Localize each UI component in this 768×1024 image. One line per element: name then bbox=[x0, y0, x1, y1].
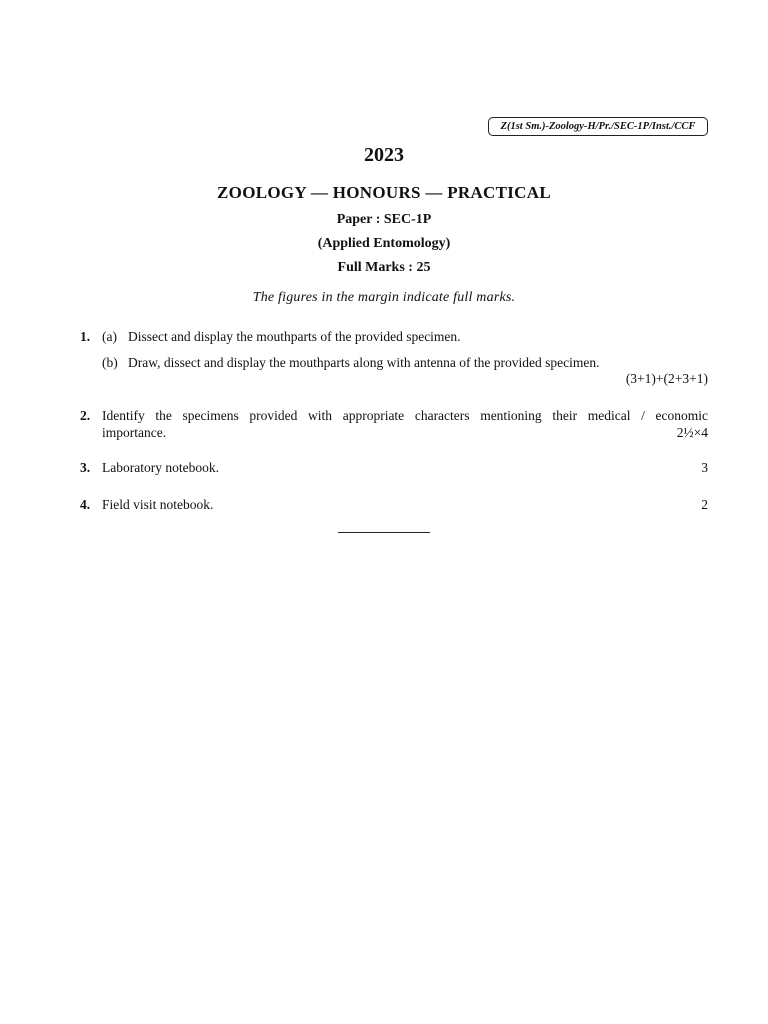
question-number: 2. bbox=[80, 408, 91, 423]
question-number: 3. bbox=[80, 460, 91, 475]
full-marks: Full Marks : 25 bbox=[337, 260, 431, 275]
marks-instruction: The figures in the margin indicate full marks. bbox=[252, 290, 516, 305]
question-text: Laboratory notebook. bbox=[102, 460, 219, 475]
end-divider bbox=[338, 532, 430, 533]
question-marks: 2 bbox=[701, 497, 708, 512]
question-number: 4. bbox=[80, 497, 91, 512]
part-label: (b) bbox=[102, 355, 118, 370]
part-label: (a) bbox=[102, 329, 117, 344]
question-marks: 2½×4 bbox=[676, 425, 708, 440]
part-text: Draw, dissect and display the mouthparts along with antenna of the provided specimen. bbox=[128, 355, 600, 370]
question-text-line-1: Identify the specimens provided with appropriate characters mentioning their medical / economic bbox=[102, 408, 708, 423]
question-number: 1. bbox=[80, 329, 91, 344]
paper-name: Paper : SEC-1P bbox=[336, 212, 432, 227]
question-4 bbox=[80, 497, 708, 515]
question-text: Field visit notebook. bbox=[102, 497, 214, 512]
question-3 bbox=[80, 460, 708, 478]
question-marks: 3 bbox=[701, 460, 708, 475]
exam-year: 2023 bbox=[364, 144, 404, 166]
question-marks: (3+1)+(2+3+1) bbox=[625, 371, 708, 386]
question-1 bbox=[80, 329, 708, 389]
paper-code-label: Z(1st Sm.)-Zoology-H/Pr./SEC-1P/Inst./CCF bbox=[488, 117, 708, 136]
paper-subject: (Applied Entomology) bbox=[317, 236, 451, 251]
exam-title: ZOOLOGY — HONOURS — PRACTICAL bbox=[217, 183, 551, 202]
question-text-line-2: importance. bbox=[102, 425, 167, 440]
question-2 bbox=[80, 408, 708, 442]
part-text: Dissect and display the mouthparts of the provided specimen. bbox=[128, 329, 461, 344]
